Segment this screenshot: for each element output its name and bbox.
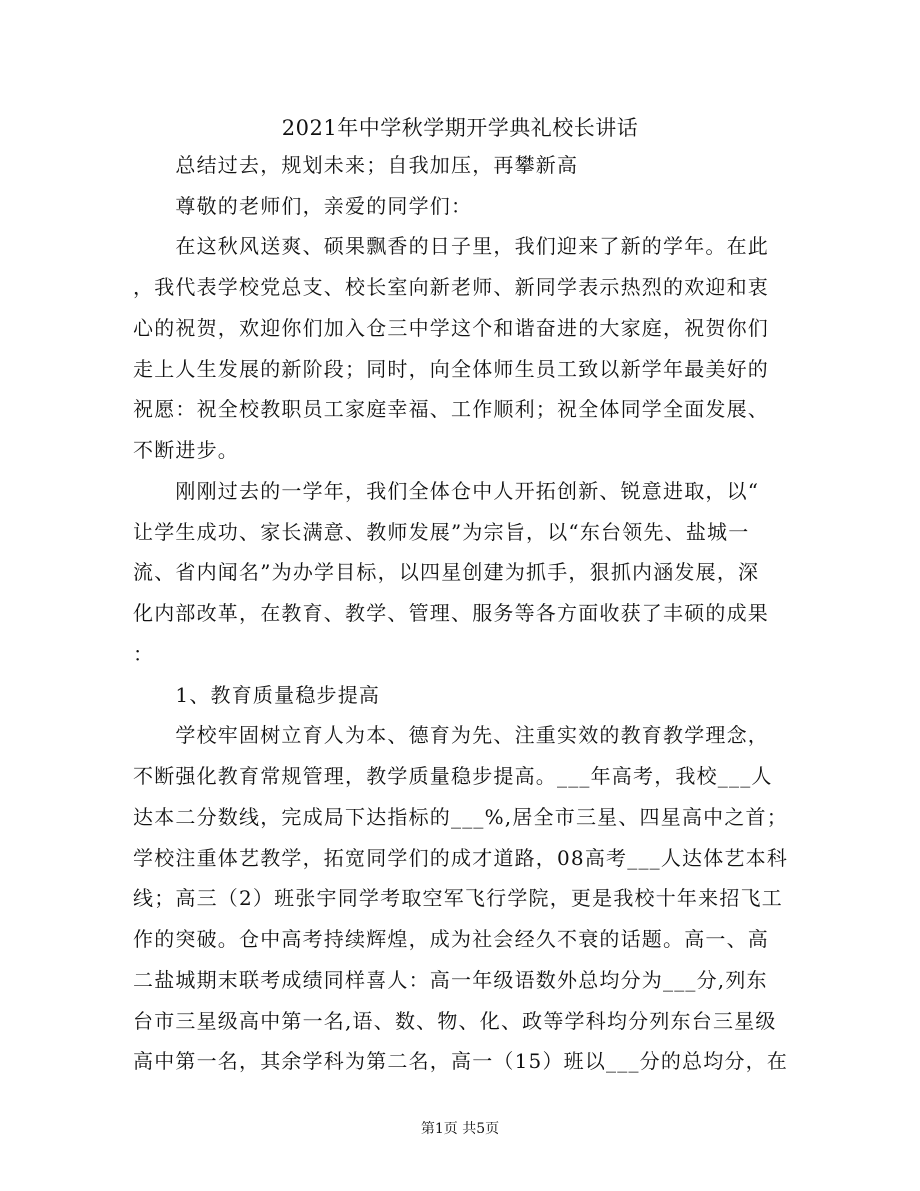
text-line: 二盐城期末联考成绩同样喜人：高一年级语数外总均分为___分,列东 bbox=[133, 968, 768, 992]
section-heading: 1、教育质量稳步提高 bbox=[133, 683, 381, 707]
text-line: 在这秋风送爽、硕果飘香的日子里，我们迎来了新的学年。在此 bbox=[133, 234, 769, 258]
text-line: 高中第一名，其余学科为第二名，高一（15）班以___分的总均分，在 bbox=[133, 1049, 789, 1073]
text-line: 达本二分数线，完成局下达指标的___%,居全市三星、四星高中之首； bbox=[133, 805, 788, 829]
text-line: 尊敬的老师们，亲爱的同学们： bbox=[133, 194, 473, 218]
text-line: 不断强化教育常规管理，教学质量稳步提高。___年高考，我校___人 bbox=[133, 764, 773, 788]
text-line: 心的祝贺，欢迎你们加入仓三中学这个和谐奋进的大家庭，祝贺你们 bbox=[133, 316, 769, 340]
document-title: 2021年中学秋学期开学典礼校长讲话 bbox=[281, 116, 639, 140]
text-line: 让学生成功、家长满意、教师发展”为宗旨，以“东台领先、盐城一 bbox=[133, 520, 750, 544]
text-line: 祝愿：祝全校教职员工家庭幸福、工作顺利；祝全体同学全面发展、 bbox=[133, 397, 769, 421]
page-number-footer: 第1页 共5页 bbox=[420, 1121, 500, 1137]
text-line: 不断进步。 bbox=[133, 438, 239, 462]
text-line: 化内部改革，在教育、教学、管理、服务等各方面收获了丰硕的成果 bbox=[133, 601, 769, 625]
text-line: 台市三星级高中第一名,语、数、物、化、政等学科均分列东台三星级 bbox=[133, 1009, 777, 1033]
text-line: 刚刚过去的一学年，我们全体仓中人开拓创新、锐意进取，以“ bbox=[133, 479, 760, 503]
text-line: 作的突破。仓中高考持续辉煌，成为社会经久不衰的话题。高一、高 bbox=[133, 927, 769, 951]
text-line: 流、省内闻名”为办学目标，以四星创建为抓手，狠抓内涵发展，深 bbox=[133, 560, 760, 584]
text-line: ，我代表学校党总支、校长室向新老师、新同学表示热烈的欢迎和衷 bbox=[133, 275, 769, 299]
text-line: 学校牢固树立育人为本、德育为先、注重实效的教育教学理念， bbox=[133, 723, 769, 747]
text-line: 学校注重体艺教学，拓宽同学们的成才道路，08高考___人达体艺本科 bbox=[133, 846, 789, 870]
text-line: 线；高三（2）班张宇同学考取空军飞行学院，更是我校十年来招飞工 bbox=[133, 886, 783, 910]
text-line: ： bbox=[133, 642, 155, 666]
text-line: 总结过去，规划未来；自我加压，再攀新高 bbox=[133, 153, 579, 177]
text-line: 走上人生发展的新阶段；同时，向全体师生员工致以新学年最美好的 bbox=[133, 357, 769, 381]
